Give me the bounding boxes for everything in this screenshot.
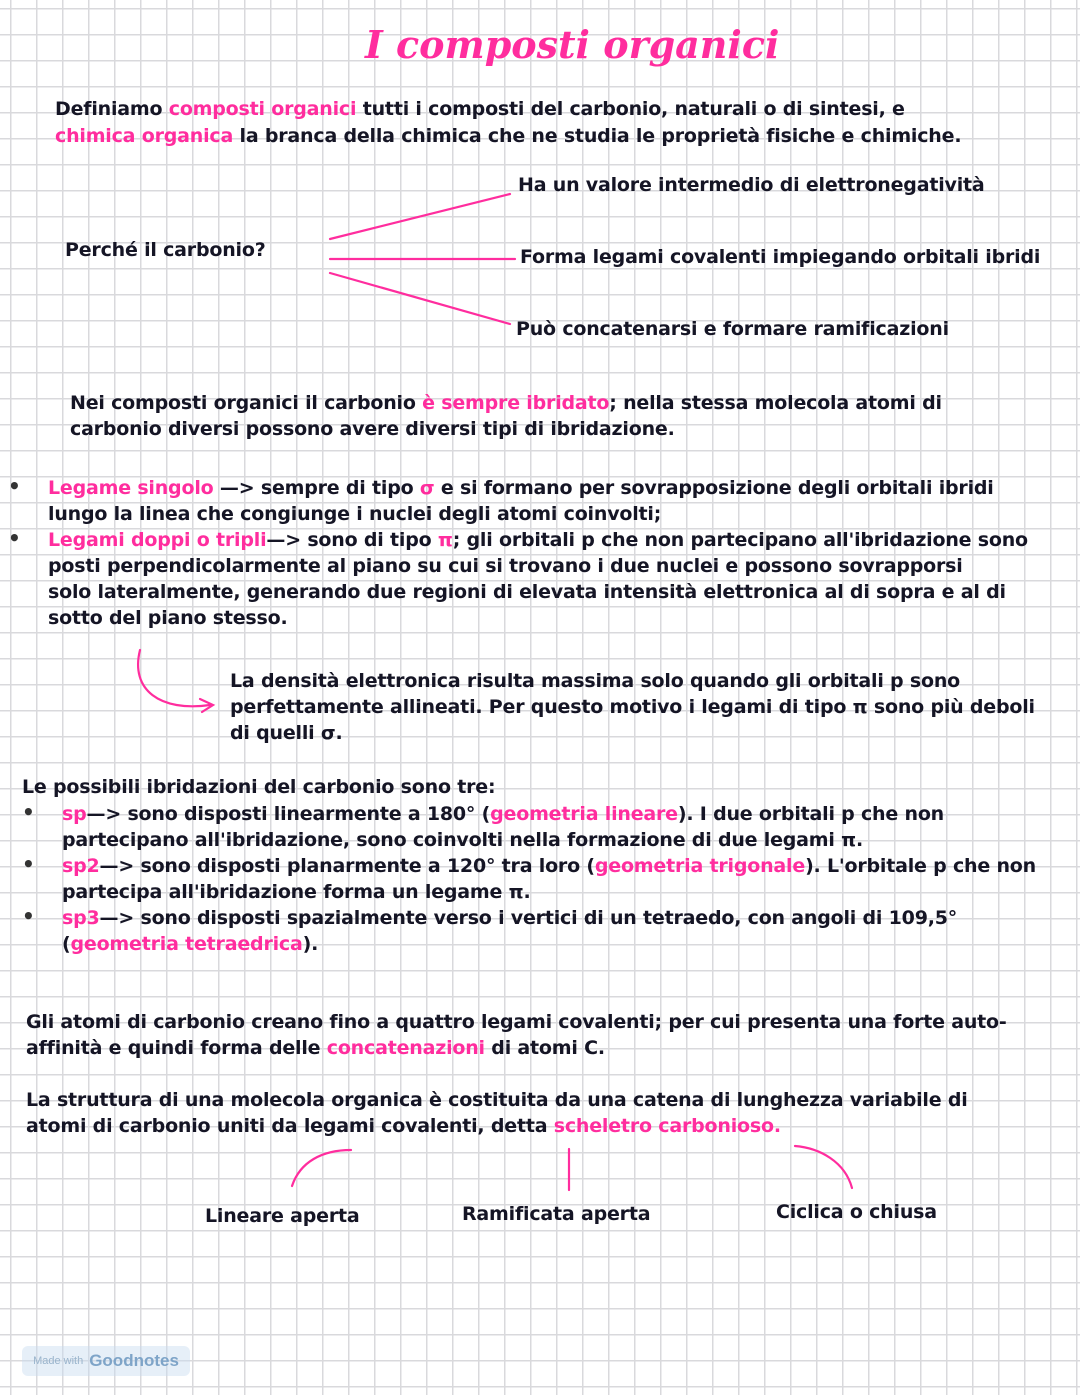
- why-branch-3: Può concatenarsi e formare ramificazioni: [516, 318, 949, 340]
- hybrid-line-2: carbonio diversi possono avere diversi tipi di ibridazione.: [70, 418, 675, 440]
- term-legami-doppi-tripli: Legami doppi o tripli: [48, 529, 267, 551]
- bullet-dot: •: [22, 852, 35, 876]
- chain-type-ciclica: Ciclica o chiusa: [776, 1201, 937, 1223]
- sp3-line-1: sp3—> sono disposti spazialmente verso i vertici di un tetraedo, con angoli di 109,5°: [62, 907, 958, 929]
- term-legame-singolo: Legame singolo: [48, 477, 214, 499]
- bond-single-line-1: Legame singolo —> sempre di tipo σ e si formano per sovrapposizione degli orbitali ibridi: [48, 477, 994, 499]
- goodnotes-badge: [22, 1346, 190, 1376]
- sp3-line-2: (geometria tetraedrica).: [62, 933, 319, 955]
- term-geometria-tetraedrica: geometria tetraedrica: [70, 933, 303, 955]
- sp-line-1: sp—> sono disposti linearmente a 180° (geometria lineare). I due orbitali p che non: [62, 803, 944, 825]
- bond-multiple-line-4: sotto del piano stesso.: [48, 607, 288, 629]
- label-sp: sp: [62, 803, 87, 825]
- why-question: Perché il carbonio?: [65, 239, 266, 261]
- why-branch-1: Ha un valore intermedio di elettronegatività: [518, 174, 985, 196]
- term-sempre-ibridato: è sempre ibridato: [422, 392, 610, 414]
- badge-made-with: Made with: [33, 1355, 84, 1367]
- bullet-dot: •: [8, 526, 21, 550]
- label-sp2: sp2: [62, 855, 100, 877]
- intro-line-2: chimica organica la branca della chimica che ne studia le proprietà fisiche e chimiche.: [55, 125, 962, 147]
- structure-line-2: atomi di carbonio uniti da legami covalenti, detta scheletro carbonioso.: [26, 1115, 781, 1137]
- density-line-2: perfettamente allineati. Per questo motivo i legami di tipo π sono più deboli: [230, 696, 1035, 718]
- term-geometria-trigonale: geometria trigonale: [594, 855, 806, 877]
- density-line-3: di quelli σ.: [230, 722, 343, 744]
- why-branch-2: Forma legami covalenti impiegando orbitali ibridi: [520, 246, 1041, 268]
- affinity-line-2: affinità e quindi forma delle concatenazioni di atomi C.: [26, 1037, 605, 1059]
- bullet-dot: •: [22, 904, 35, 928]
- term-concatenazioni: concatenazioni: [326, 1037, 485, 1059]
- bullet-dot: •: [22, 800, 35, 824]
- page-title: I composti organici: [365, 22, 780, 67]
- bond-multiple-line-3: solo lateralmente, generando due regioni di elevata intensità elettronica al di sopra e al di: [48, 581, 1006, 603]
- term-chimica-organica: chimica organica: [55, 125, 234, 147]
- intro-line-1: Definiamo composti organici tutti i composti del carbonio, naturali o di sintesi, e: [55, 98, 905, 120]
- sp2-line-2: partecipa all'ibridazione forma un legame π.: [62, 881, 531, 903]
- term-composti-organici: composti organici: [168, 98, 357, 120]
- bullet-dot: •: [8, 474, 21, 498]
- term-geometria-lineare: geometria lineare: [490, 803, 678, 825]
- sp2-line-1: sp2—> sono disposti planarmente a 120° tra loro (geometria trigonale). L'orbitale p che non: [62, 855, 1036, 877]
- label-sp3: sp3: [62, 907, 100, 929]
- term-scheletro-carbonioso: scheletro carbonioso.: [553, 1115, 781, 1137]
- bond-multiple-line-2: posti perpendicolarmente al piano su cui si trovano i due nuclei e possono sovrapporsi: [48, 555, 963, 577]
- chain-type-ramificata: Ramificata aperta: [462, 1203, 651, 1225]
- chain-type-lineare: Lineare aperta: [205, 1205, 360, 1227]
- hybridizations-intro: Le possibili ibridazioni del carbonio sono tre:: [22, 776, 496, 798]
- sp-line-2: partecipano all'ibridazione, sono coinvolti nella formazione di due legami π.: [62, 829, 863, 851]
- structure-line-1: La struttura di una molecola organica è costituita da una catena di lunghezza variabile di: [26, 1089, 968, 1111]
- bond-multiple-line-1: Legami doppi o tripli—> sono di tipo π; gli orbitali p che non partecipano all'ibridazione sono: [48, 529, 1028, 551]
- density-line-1: La densità elettronica risulta massima solo quando gli orbitali p sono: [230, 670, 961, 692]
- affinity-line-1: Gli atomi di carbonio creano fino a quattro legami covalenti; per cui presenta una forte auto-: [26, 1011, 1007, 1033]
- badge-brand: Goodnotes: [89, 1351, 179, 1370]
- bond-single-line-2: lungo la linea che congiunge i nuclei degli atomi coinvolti;: [48, 503, 662, 525]
- hybrid-line-1: Nei composti organici il carbonio è sempre ibridato; nella stessa molecola atomi di: [70, 392, 942, 414]
